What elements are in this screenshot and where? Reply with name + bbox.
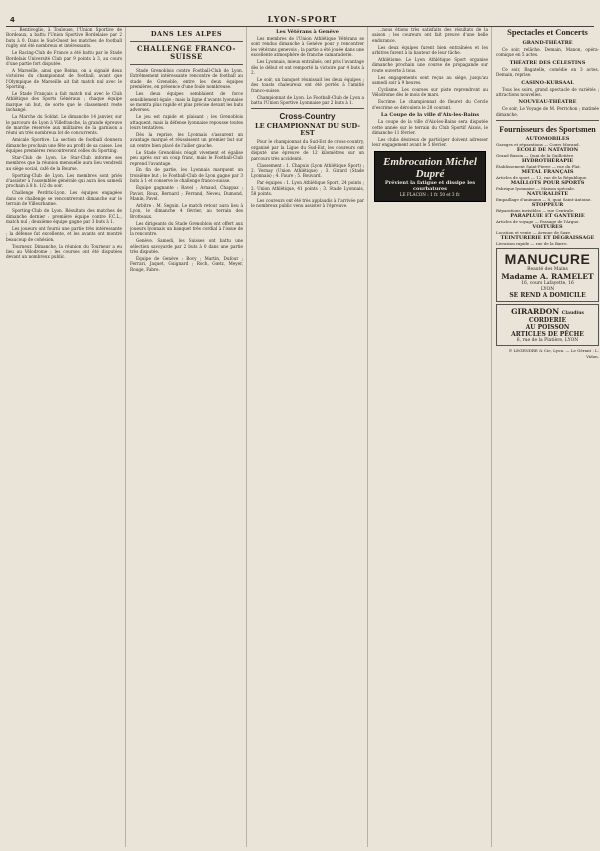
col3-paragraph: Les Lyonnais, mieux entraînés, ont pris l'avantage dès le début et ont remporté la victoire par 4 buts à 2. <box>251 59 364 75</box>
page-number: 4 <box>10 16 15 24</box>
col3-cc-paragraph: Par équipes : 1. Lyon Athlétique Sport, 24 points ; 2. Union Athlétique, 41 points ; 3. Stade Lyonnais, 58 points. <box>251 180 364 197</box>
column-4 <box>372 27 492 847</box>
spectacles-title: Spectacles et Concerts <box>507 27 588 37</box>
listing <box>496 159 599 169</box>
cross-country-title: Cross-Country <box>279 112 336 122</box>
col1-paragraph: Amicale Sportive. La section de football donnera dimanche prochain une fête au profit de sa caisse. Les équipes premières rencontreront celles du Sporting. <box>6 137 122 154</box>
listing-text: Articles de voyage — Passage de l'Argue. <box>496 218 580 224</box>
ad-note: SE REND A DOMICILE <box>509 292 586 300</box>
listing-text: Réparations invisibles — rue Centrale. <box>496 207 575 213</box>
col4-paragraph: Athlétisme. Le Lyon Athlétique Sport organise dimanche prochain une course de propagande sur route ouverte à tous. <box>372 57 488 73</box>
listing <box>496 137 599 147</box>
col1-paragraph: Challenge Perdrix-Lyon. Les équipes engagées dans ce challenge se rencontreront dimanche sur le terrain de Villeurbanne. <box>6 190 122 207</box>
listing-text: Fabrique lyonnaise — Maison spéciale. <box>496 185 576 191</box>
col1-paragraph: Sporting-Club de Lyon. Les membres sont priés d'assister à l'assemblée générale qui aura lieu samedi prochain à 8 h. 1/2 du soir. <box>6 172 122 189</box>
col3-paragraph: Le soir, un banquet réunissait les deux équipes ; des toasts chaleureux ont été portés à l'amitié franco-suisse. <box>251 76 364 93</box>
listing-label: PARAPLUIE ET GANTERIE <box>510 212 585 219</box>
col3-cc-paragraph: Classement : 1. Chapuis (Lyon Athlétique Sport) ; 2. Vernay (Union Athlétique) ; 3. Girard (Stade Lyonnais) ; 4. Faure ; 5. Bouvard. <box>251 162 364 179</box>
listing <box>496 181 599 191</box>
col2-paragraph: Genève. Samedi, les Suisses ont battu une sélection savoyarde par 2 buts à 0 dans une partie très disputée. <box>130 238 243 255</box>
col3-paragraph: Les membres de l'Union Athlétique Vétérans se sont rendus dimanche à Genève pour y rencontrer les vétérans genevois ; la partie a été jouée dans une excellente atmosphère de franche camaraderie. <box>251 36 364 58</box>
theatre-text: Tous les soirs, grand spectacle de variétés ; attractions nouvelles. <box>496 86 599 98</box>
listing <box>496 214 599 224</box>
col2-paragraph: Stade Grenoblois contre Football-Club de Lyon. Extrêmement intéressante rencontre de football au stade de Grenoble, entre les deux équipes premières, en présence d'une foule nombreuse. <box>130 68 243 90</box>
col4-paragraph: Les deux équipes furent bien entraînées et les arbitres furent à la hauteur de leur tâche. <box>372 44 488 56</box>
col2-paragraph: Les dirigeants du Stade Grenoblois ont offert aux joueurs lyonnais un banquet très cordial à l'issue de la rencontre. <box>130 220 243 237</box>
headline: CHALLENGE FRANCO-SUISSE <box>137 44 236 61</box>
col3-cc-paragraph: Les coureurs ont été très applaudis à l'arrivée par le nombreux public venu assister à l'épreuve. <box>251 197 364 209</box>
listing-label: MÉTAL FRANÇAIS <box>521 168 574 175</box>
ad-first-name: Claudius <box>561 311 584 317</box>
columns <box>6 27 599 847</box>
col4-paragraph: Les engagements sont reçus au siège, jusqu'au samedi soir à 9 heures. <box>372 74 488 86</box>
listing <box>496 225 599 235</box>
col4-sub-paragraph: La coupe de la ville d'Aix-les-Bains sera disputée cette année sur le terrain du Club Sportif Aixois, le dimanche 11 février. <box>372 119 488 135</box>
divider <box>130 64 243 65</box>
listing-text: Garages et réparations — Cours Morand. <box>496 141 580 147</box>
embrocation-ad <box>374 151 486 202</box>
col4-paragraph: …nous étions très satisfaits des résultats de la saison ; les coureurs ont fait preuve d'une belle endurance. <box>372 27 488 43</box>
col2-paragraph: Dès la reprise, les Lyonnais s'assurent un avantage marqué et réussissent un premier but sur un centre bien placé de l'ailier gauche. <box>130 131 243 148</box>
listing-text: Location et vente — Avenue de Saxe. <box>496 229 572 235</box>
newspaper-title: LYON-SPORT <box>267 14 338 24</box>
col1-paragraph: Les joueurs ont fourni une partie très intéressante ; la défense fut excellente, et les avants ont montré beaucoup de cohésion. <box>6 225 122 242</box>
listing-text: Empaillage d'animaux — 8, quai Saint-Antoine. <box>496 196 592 202</box>
ad-line: AU POISSON <box>525 323 570 331</box>
listing-label: AUTOMOBILES <box>525 135 570 142</box>
printer-footer: P. LEGENDRE & Cie, Lyon. — Le Gérant : L. Vidon. <box>509 348 599 359</box>
listing-label: TEINTURERIE ET DÉGRAISSAGE <box>500 234 595 241</box>
listing <box>496 170 599 180</box>
fournisseurs-title: Fournisseurs des Sportsmen <box>499 125 596 135</box>
listing-text: Livraison rapide — rue de la Barre. <box>496 240 568 246</box>
col3-paragraph: Championnat de Lyon. Le Football-Club de Lyon a battu l'Union Sportive Lyonnaise par 2 buts à 1. <box>251 94 364 105</box>
listing <box>496 148 599 158</box>
listing-label: MAILLOTS POUR SPORTS <box>510 179 585 186</box>
divider <box>251 108 364 109</box>
listing-label: ÉCOLE DE NATATION <box>516 146 579 153</box>
theatre-name: NOUVEAU-THÉATRE <box>518 99 577 106</box>
col4-sub-paragraph: Les clubs désireux de participer doivent adresser leur engagement avant le 5 février. <box>372 136 488 148</box>
col1-paragraph: A Marseille, ainsi que Reims, on a signalé deux victoires du championnat de football, avant que l'Olympique de Marseille ait fait match nul avec le Sporting. <box>6 67 122 90</box>
listing <box>496 192 599 202</box>
listing <box>496 236 599 246</box>
listing-label: VOITURES <box>532 223 563 230</box>
section-title: Les Vétérans à Genève <box>276 29 339 35</box>
col1-paragraph: Le Stade Français a fait match nul avec le Club Athlétique des Sports Généraux ; chaque équipe marque un but, de sorte que le classement reste inchangé. <box>6 90 122 113</box>
listing-text: Articles de sport — 12, rue de la République. <box>496 174 588 180</box>
theatre-text: Ce soir, Le Voyage de M. Perrichon ; matinée dimanche. <box>496 106 599 117</box>
divider <box>130 41 243 42</box>
ad-headline <box>499 307 596 317</box>
ad-price: LE FLACON : 1 fr. 50 et 3 fr. <box>399 191 461 197</box>
subsection-title: La Coupe de la ville d'Aix-les-Bains <box>380 112 480 119</box>
col3-cc-paragraph: Pour le championnat du Sud-Est de cross-country, organisé par la Ligue du Sud-Est, les coureurs ont disputé une épreuve de 12 kilomètres sur un parcours très accidenté. <box>251 139 364 161</box>
column-5 <box>496 27 600 847</box>
col1-paragraph: Sporting-Club de Lyon. Résultats des matches de dimanche dernier : première équipe contre F.C.L., match nul ; deuxième équipe gagne par 3 buts à 1. <box>6 208 122 224</box>
listing-text: Établissement Saint-Pierre — rue du Plat. <box>496 163 581 169</box>
ad-title: Embrocation Michel Dupré <box>383 155 477 180</box>
ad-line: CORDERIE <box>528 316 567 324</box>
listing <box>496 203 599 213</box>
listing-label: HYDROTHÉRAPIE <box>521 157 574 164</box>
section-title: DANS LES ALPES <box>150 30 223 38</box>
ad-address: 6, rue de la Platière, LYON <box>516 337 579 343</box>
theatre-name: CASINO-KURSAAL <box>521 79 574 86</box>
ad-headline: MANUCURE <box>504 250 591 267</box>
col1-paragraph: Le Racing-Club de France a été battu par le Stade Bordelais Université Club par 9 points à 3, au cours d'une partie fort disputée. <box>6 50 122 66</box>
col2-paragraph: Équipe gagnante : Ravel ; Arnaud, Chappaz ; Paviot, Roux, Bernard ; Ferrand, Neveu, Dumond, Manin, Pavel. <box>130 185 243 201</box>
col2-paragraph: En fin de partie, les Lyonnais marquent un troisième but ; le Football-Club de Lyon gagne par 3 buts à 1 et conserve le challenge franco-suisse. <box>130 167 243 184</box>
col1-paragraph: … Bentivoglio, à Toulouse, l'Union Sportive de Bordeaux, a battu l'Union Sportive Bordelaise par 2 buts à 0. Dans le Sud-Ouest les matches de football rugby ont été nombreux et intéressants. <box>6 27 122 49</box>
col2-paragraph: Le Stade Grenoblois réagit vivement et égalise peu après sur un coup franc, mais le Football-Club reprend l'avantage. <box>130 149 243 166</box>
cross-country-subtitle: LE CHAMPIONNAT DU SUD-EST <box>255 122 360 138</box>
ad-line: Prévient la fatigue et dissipe les courbatures <box>384 179 476 192</box>
ad-city: LYON <box>540 286 555 292</box>
ad-name: GIRARDON <box>511 307 560 317</box>
theatre-text: Ce soir, relâche. Demain, Manon, opéra-comique en 5 actes. <box>496 47 599 58</box>
col2-paragraph: Arbitre : M. Seguin. Le match retour aura lieu à Lyon, le dimanche 4 février, au terrain des Brotteaux. <box>130 202 243 219</box>
listing-text: Grand Bassin — Quai de la Guillotière. <box>496 152 575 158</box>
listing-label: NATURALISTE <box>526 190 569 197</box>
ad-address: 16, cours Lafayette, 16 <box>521 281 574 287</box>
divider <box>496 120 599 121</box>
col1-paragraph: Tourneur. Dimanche, la réunion du Tourneur a eu lieu au Vélodrome ; les courses ont été disputées devant un nombreux public. <box>6 243 122 260</box>
col1-paragraph: Star-Club de Lyon. Le Star-Club informe ses membres que la réunion mensuelle aura lieu vendredi au siège social, café de la Bourse. <box>6 154 122 171</box>
col2-paragraph: Les deux équipes semblaient de force sensiblement égale ; mais la ligne d'avants lyonnaise se montra plus rapide et plus précise devant les buts adverses. <box>130 91 243 113</box>
col2-paragraph: Le jeu est rapide et plaisant ; les Grenoblois attaquent, mais la défense lyonnaise repousse toutes leurs tentatives. <box>130 114 243 131</box>
col1-paragraph: La Marche du Soldat. Le dimanche 14 janvier, sur le parcours de Lyon à Villefranche, la grande épreuve de marche réservée aux militaires de la garnison a réuni un très nombreux lot de concurrents. <box>6 114 122 136</box>
column-1 <box>6 27 126 847</box>
col4-paragraph: Cyclisme. Les courses sur piste reprendront au Vélodrome dès le mois de mars. <box>372 87 488 98</box>
column-3 <box>251 27 368 847</box>
col2-paragraph: Équipe de Genève : Bovy ; Martin, Dufour ; Ferrari, Jaquet, Guignard ; Roch, Gœtz, Meyer, Rouge, Fabre. <box>130 256 243 272</box>
theatre-text: Ce soir, Bagatelle, comédie en 3 actes. Demain, reprise. <box>496 66 599 78</box>
column-2 <box>130 27 247 847</box>
masthead <box>6 6 594 27</box>
girardon-ad <box>496 304 599 346</box>
manucure-ad <box>496 248 599 303</box>
col4-paragraph: Escrime. Le championnat de fleuret du Cercle d'escrime se déroulera le 28 courant. <box>372 99 488 110</box>
ad-subline: Beauté des Mains <box>527 266 568 272</box>
theatre-name: GRAND-THÉATRE <box>522 40 573 46</box>
ad-name: Madame A. RAMELET <box>501 272 594 282</box>
listing-label: STOPPEUR <box>531 201 564 208</box>
ad-line: ARTICLES DE PÊCHE <box>511 330 584 338</box>
theatre-name: THÉATRE DES CÉLESTINS <box>509 59 586 66</box>
